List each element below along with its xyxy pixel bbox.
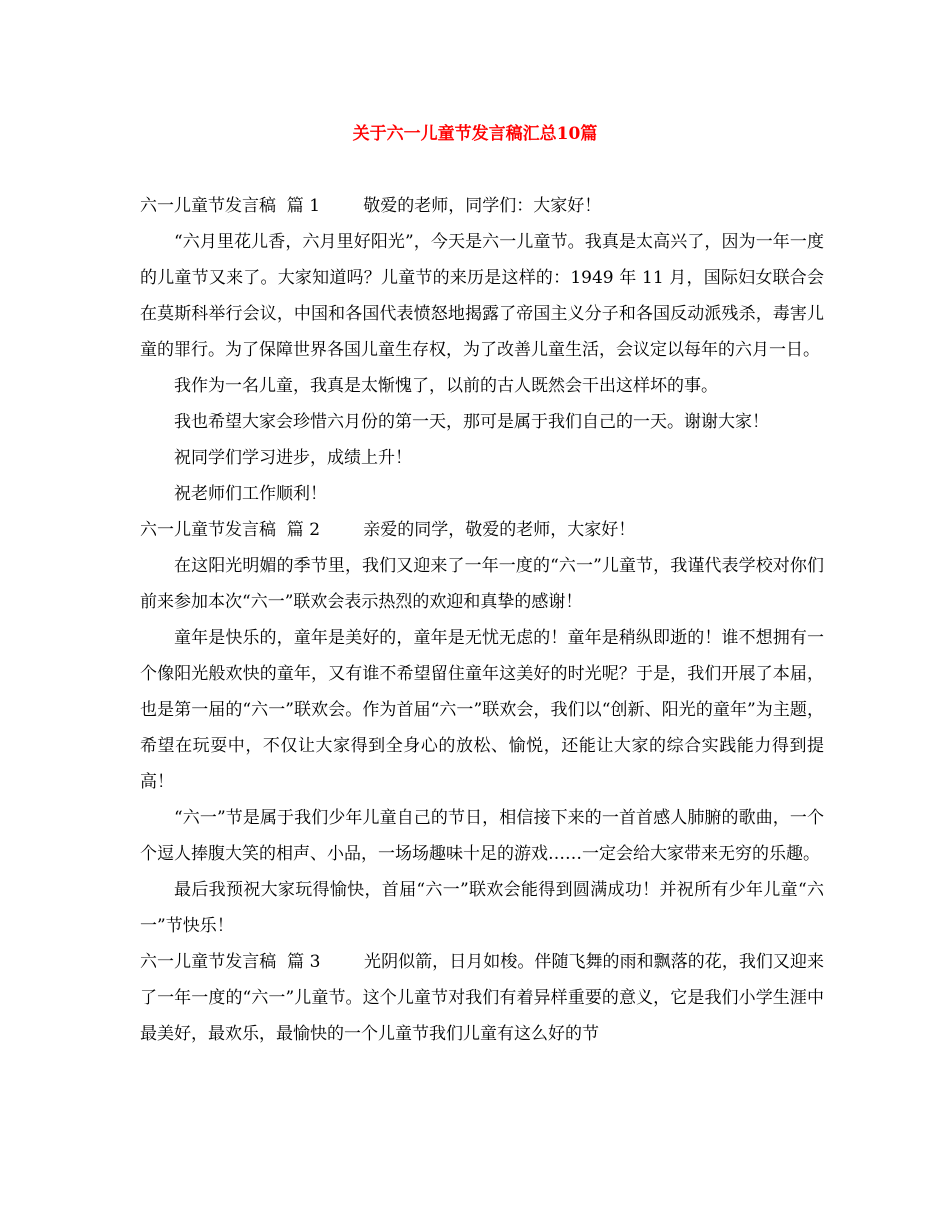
- paragraph: “六月里花儿香，六月里好阳光”，今天是六一儿童节。我真是太高兴了，因为一年一度的儿童节又来了。大家知道吗？儿童节的来历是这样的：1949 年 11 月，国际妇女联合会在莫斯科举行会议，中国和各国代表愤怒地揭露了帝国主义分子和各国反动派残杀，毒害儿童的罪行。为了保障世界各国儿童生存权，为了改善儿童生活，会议定以每年的六月一日。: [140, 232, 824, 360]
- section-heading: 六一儿童节发言稿 篇 1: [140, 196, 321, 216]
- document-body: [140, 188, 824, 1052]
- section-lead: 亲爱的同学，敬爱的老师，大家好！: [363, 520, 636, 540]
- section-lead: 光阴似箭，日月如梭。伴随飞舞的雨和飘落的花，我们又迎来了一年一度的“六一”儿童节。这个儿童节对我们有着异样重要的意义，它是我们小学生涯中最美好，最欢乐，最愉快的一个儿童节我们儿童有这么好的节: [140, 952, 825, 1044]
- paragraph: 在这阳光明媚的季节里，我们又迎来了一年一度的“六一”儿童节，我谨代表学校对你们前来参加本次“六一”联欢会表示热烈的欢迎和真挚的感谢！: [140, 556, 824, 612]
- section-lead: 敬爱的老师，同学们：大家好！: [363, 196, 602, 216]
- paragraph: 我也希望大家会珍惜六月份的第一天，那可是属于我们自己的一天。谢谢大家！: [174, 412, 769, 432]
- section-3-heading-line: [140, 944, 824, 1052]
- paragraph: 我作为一名儿童，我真是太惭愧了，以前的古人既然会干出这样坏的事。: [174, 376, 718, 396]
- paragraph: 祝老师们工作顺利！: [174, 484, 327, 504]
- paragraph: “六一”节是属于我们少年儿童自己的节日，相信接下来的一首首感人肺腑的歌曲，一个个逗人捧腹大笑的相声、小品，一场场趣味十足的游戏……一定会给大家带来无穷的乐趣。: [140, 808, 824, 864]
- document-title: 关于六一儿童节发言稿汇总10篇: [352, 124, 598, 144]
- section-heading: 六一儿童节发言稿 篇 2: [140, 520, 321, 540]
- paragraph: 最后我预祝大家玩得愉快，首届“六一”联欢会能得到圆满成功！并祝所有少年儿童“六一”节快乐！: [140, 880, 824, 936]
- section-2-heading-line: [140, 512, 824, 548]
- section-1-heading-line: [140, 188, 824, 224]
- paragraph: 童年是快乐的，童年是美好的，童年是无忧无虑的！童年是稍纵即逝的！谁不想拥有一个像阳光般欢快的童年，又有谁不希望留住童年这美好的时光呢？于是，我们开展了本届，也是第一届的“六一”联欢会。作为首届“六一”联欢会，我们以“创新、阳光的童年”为主题，希望在玩耍中，不仅让大家得到全身心的放松、愉悦，还能让大家的综合实践能力得到提高！: [140, 628, 824, 792]
- paragraph: 祝同学们学习进步，成绩上升！: [174, 448, 412, 468]
- section-heading: 六一儿童节发言稿 篇 3: [140, 952, 321, 972]
